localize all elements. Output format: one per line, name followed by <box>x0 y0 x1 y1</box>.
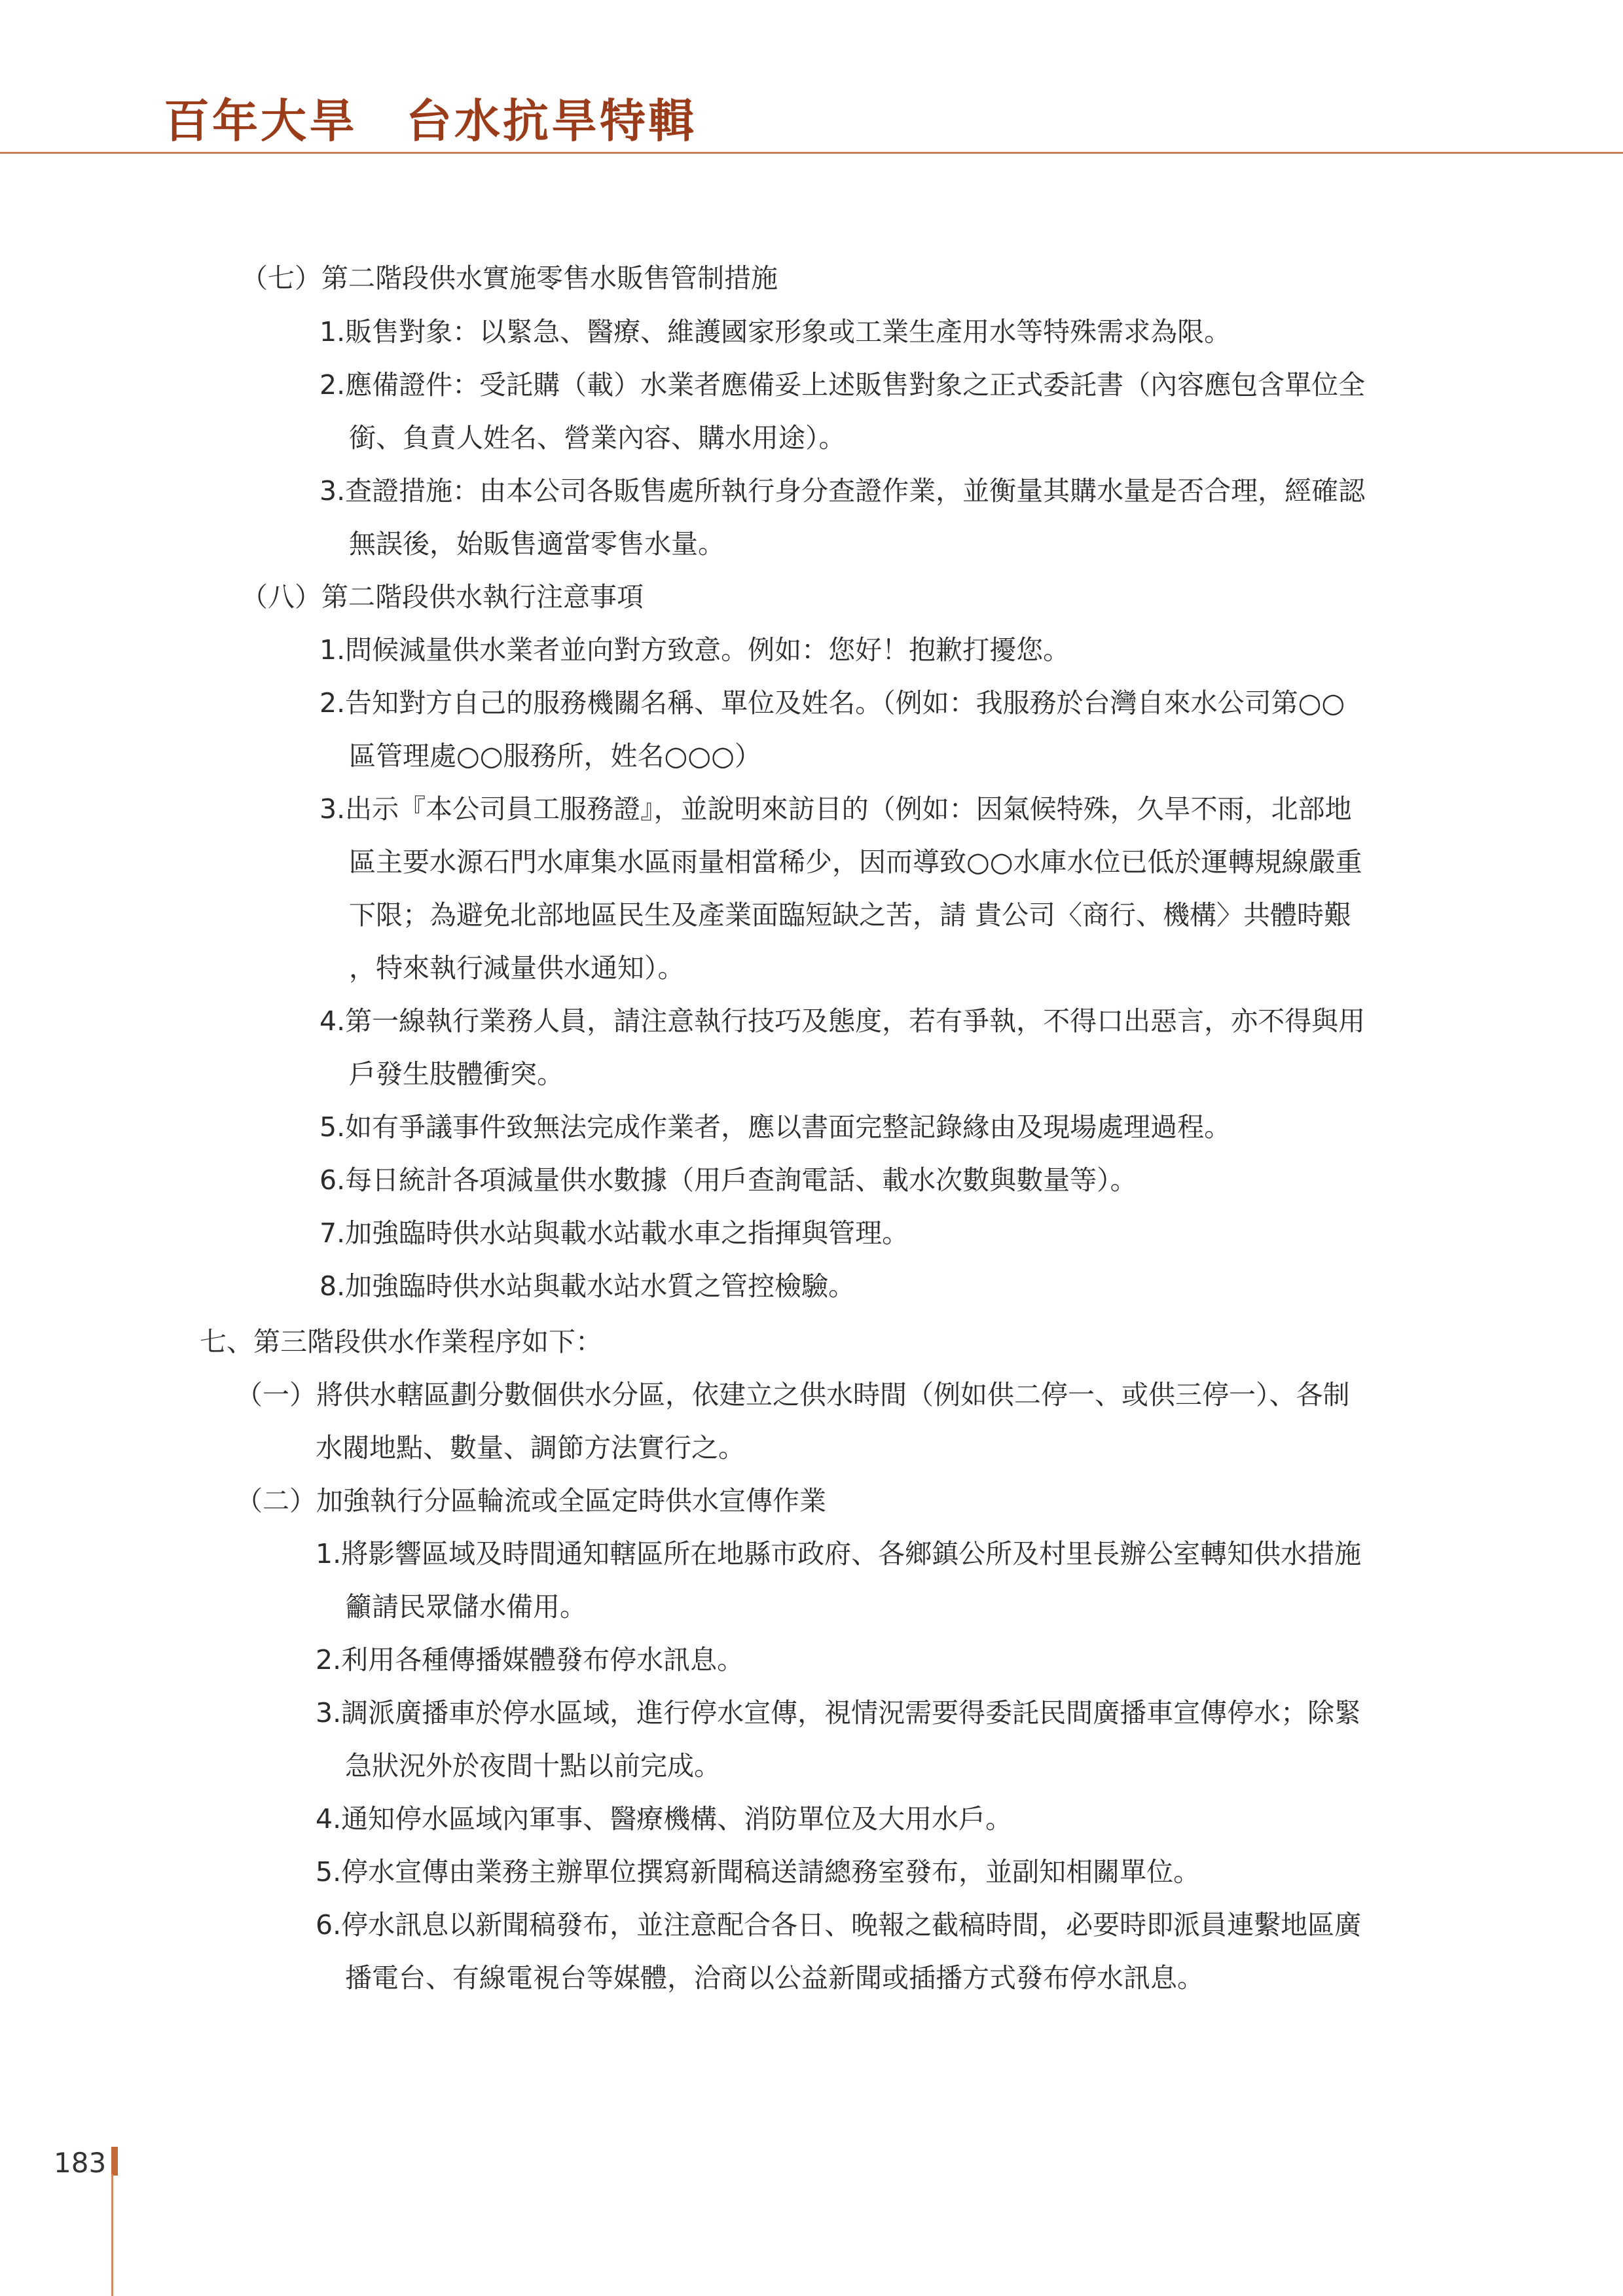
list-item-continuation: 急狀況外於夜間十點以前完成。 <box>345 1750 721 1782</box>
list-item: 4.第一線執行業務人員，請注意執行技巧及態度，若有爭執，不得口出惡言，亦不得與用 <box>319 1005 1366 1037</box>
list-item: 1.將影響區域及時間通知轄區所在地縣市政府、各鄉鎮公所及村里長辦公室轉知供水措施 <box>316 1538 1362 1570</box>
header-divider <box>0 152 1623 154</box>
margin-line <box>111 2174 113 2296</box>
list-item: 6.每日統計各項減量供水數據（用戶查詢電話、載水次數與數量等）。 <box>319 1164 1137 1196</box>
list-item-continuation: 戶發生肢體衝突。 <box>349 1058 564 1090</box>
list-item: 1.問候減量供水業者並向對方致意。例如：您好！抱歉打擾您。 <box>319 634 1070 666</box>
list-item-continuation: ，特來執行減量供水通知）。 <box>349 952 685 984</box>
section-heading-seven: 七、第三階段供水作業程序如下： <box>200 1326 602 1357</box>
list-item: 3.調派廣播車於停水區域，進行停水宣傳，視情況需要得委託民間廣播車宣傳停水；除緊 <box>316 1697 1362 1729</box>
paragraph: （二）加強執行分區輪流或全區定時供水宣傳作業 <box>236 1485 826 1516</box>
section-heading-eight-sub: （八）第二階段供水執行注意事項 <box>241 581 644 613</box>
list-item: 2.利用各種傳播媒體發布停水訊息。 <box>316 1644 744 1676</box>
page-number-marker <box>111 2147 118 2176</box>
publication-title: 百年大旱 台水抗旱特輯 <box>164 94 697 148</box>
list-item-continuation: 播電台、有線電視台等媒體，洽商以公益新聞或插播方式發布停水訊息。 <box>345 1962 1204 1994</box>
list-item-continuation: 無誤後，始販售適當零售水量。 <box>349 528 725 560</box>
list-item-continuation: 區管理處○○服務所，姓名○○○） <box>349 740 761 772</box>
list-item: 3.查證措施：由本公司各販售處所執行身分查證作業，並衡量其購水量是否合理，經確認 <box>319 475 1366 507</box>
list-item: 7.加強臨時供水站與載水站載水車之指揮與管理。 <box>319 1217 909 1249</box>
list-item: 1.販售對象：以緊急、醫療、維護國家形象或工業生產用水等特殊需求為限。 <box>319 316 1231 348</box>
list-item: 4.通知停水區域內軍事、醫療機構、消防單位及大用水戶。 <box>316 1803 1013 1835</box>
list-item: 2.告知對方自己的服務機關名稱、單位及姓名。（例如：我服務於台灣自來水公司第○○ <box>319 687 1345 719</box>
page-number: 183 <box>54 2147 107 2179</box>
list-item: 2.應備證件：受託購（載）水業者應備妥上述販售對象之正式委託書（內容應包含單位全 <box>319 369 1366 401</box>
list-item-continuation: 區主要水源石門水庫集水區雨量相當稀少，因而導致○○水庫水位已低於運轉規線嚴重 <box>349 846 1362 878</box>
list-item-continuation: 銜、負責人姓名、營業內容、購水用途）。 <box>349 422 846 454</box>
list-item: 8.加強臨時供水站與載水站水質之管控檢驗。 <box>319 1270 856 1302</box>
list-item-continuation: 籲請民眾儲水備用。 <box>345 1591 587 1623</box>
list-item-continuation: 下限；為避免北部地區民生及產業面臨短缺之苦，請 貴公司〈商行、機構〉共體時艱 <box>349 899 1351 931</box>
list-item: 5.停水宣傳由業務主辦單位撰寫新聞稿送請總務室發布，並副知相關單位。 <box>316 1856 1201 1888</box>
paragraph: （一）將供水轄區劃分數個供水分區，依建立之供水時間（例如供二停一、或供三停一）、各制 <box>236 1379 1350 1410</box>
list-item: 6.停水訊息以新聞稿發布，並注意配合各日、晚報之截稿時間，必要時即派員連繫地區廣 <box>316 1909 1362 1941</box>
list-item: 5.如有爭議事件致無法完成作業者，應以書面完整記錄緣由及現場處理過程。 <box>319 1111 1231 1143</box>
paragraph-continuation: 水閥地點、數量、調節方法實行之。 <box>316 1432 745 1463</box>
section-heading-seven-sub: （七）第二階段供水實施零售水販售管制措施 <box>241 262 778 294</box>
list-item: 3.出示『本公司員工服務證』，並說明來訪目的（例如：因氣候特殊，久旱不雨，北部地 <box>319 793 1352 825</box>
